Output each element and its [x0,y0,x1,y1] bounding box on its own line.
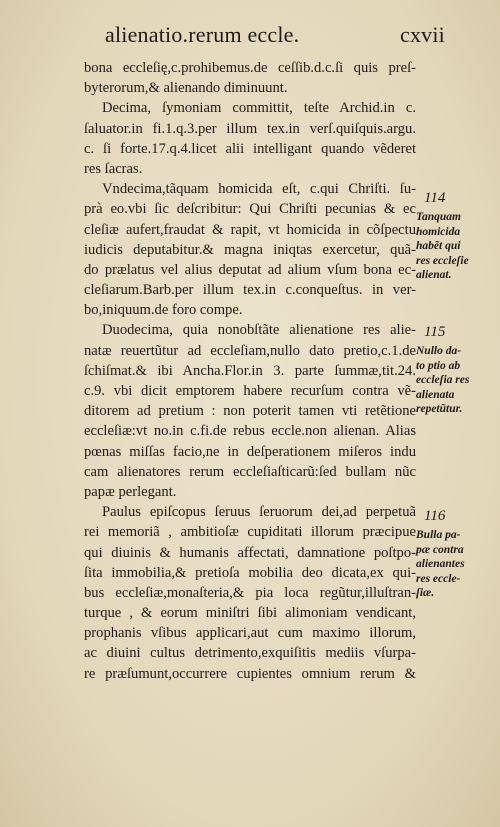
marginal-note-line: res eccle- [416,572,461,585]
text-line: cleſiarum.Barb.per illum tex.in c.conqueſtus. in ver- [84,282,416,299]
marginal-note-line: alienantes [416,558,465,570]
text-line: byterorum,& alienando diminuunt. [84,80,288,97]
text-line: cam alienatores rerum eccleſiaſticarũ:ſed bullam nũc [84,463,416,480]
marginal-note-line: Tanquam [416,211,461,223]
text-line: re præſumunt,occurrere cupientes omnium rerum & [84,665,416,682]
text-line: bona eccleſię,c.prohibemus.de ceſſib.d.c.ſi quis preſ- [84,60,416,76]
text-line: Duodecima, quia nonobſtãte alienatione res alie- [102,322,416,339]
marginal-number: 114 [424,190,446,206]
marginal-number: 115 [424,324,446,340]
marginal-note-line: repetũtur. [416,403,463,415]
marginal-note-line: homicida [416,225,461,238]
text-line: rei memoriã , ambitioſæ cupiditati illorum præcipue [84,524,416,541]
text-line: res ſacras. [84,160,143,177]
marginal-note-line: res eccleſie [416,254,469,267]
text-line: prophanis vſibus applicari,aut cum maximo illorum, [84,625,416,642]
marginal-note [416,528,465,601]
text-block [84,58,416,684]
text-line: ſaluator.in fi.1.q.3.per illum tex.in verſ.quiſquis.argu. [84,120,416,137]
text-line: bo,iniquum.de foro compe. [84,302,243,319]
text-line: ac diuini cultus detrimento,exquiſitis mediis vſurpa- [84,645,416,662]
text-line: ſchiſmat.& ibi Ancha.Flor.in 3. parte ſummæ,tit.24. [84,362,416,379]
text-line: bus eccleſiæ,monaſteria,& pia loca regũtur,illuſtran- [84,584,416,601]
text-line: eccleſiæ:vt no.in c.fi.de rebus eccle.non alienan. Alias [84,423,416,440]
marginal-note-line: Bulla pa- [416,529,461,541]
text-line: c.9. vbi dicit emptorem habere recurſum contra vẽ- [84,383,416,399]
marginal-note-line: ſiæ. [416,587,435,599]
text-line: natæ reuertũtur ad eccleſiam,nullo dato pretio,c.1.de [84,342,416,359]
text-line: cleſiæ aufert,fraudat & rapit, vt homicida in cõſpectu [84,221,416,238]
text-line: ditorem ad pretium : non poterit tamen vti retẽtione [84,403,416,420]
text-line: Decima, ſymoniam committit, teſte Archid.in c. [102,100,416,117]
text-line: prà eo.vbi ſic deſcribitur: Qui Chriſti pecunias & ec [84,201,416,218]
text-line: qui diuinis & humanis affectati, damnatione poſtpo- [84,544,416,561]
text-line: papæ perlegant. [84,483,177,500]
running-title: alienatio.rerum eccle. [105,22,300,47]
text-line: Vndecima,tãquam homicida eſt, c.qui Chriſti. ſu- [102,181,416,198]
text-line: Paulus epiſcopus ſeruus ſeruorum dei,ad perpetuã [102,504,416,521]
marginal-note-line: alienata [416,388,455,401]
marginal-note [416,344,469,417]
text-line: iudicis deputabitur.& magna iniqtas exercetur, quã- [84,241,416,258]
text-line: c. ſi forte.17.q.4.licet alii intelligant quando vẽderet [84,140,416,157]
marginal-number: 116 [424,508,446,524]
marginal-note-line: habẽt qui [416,240,461,252]
marginal-note [416,210,469,283]
marginal-note-line: Nullo da- [416,345,462,357]
marginal-note-line: alienat. [416,269,452,281]
marginal-note-line: pæ contra [416,543,464,556]
marginal-note-line: eccleſia res [416,374,470,386]
page-header [105,22,445,52]
folio-number: cxvii [400,22,445,47]
text-line: do prælatus vel alius deputat ad alium vſum bona ec- [84,261,416,278]
text-line: turque , & eorum miniſtri ſibi alimoniam vendicant, [84,605,416,622]
text-line: ſita immobilia,& pretioſa mobilia deo dicata,ex qui- [84,564,416,581]
marginal-note-line: to ptio ab [416,359,461,372]
text-line: pœnas miſſas facio,ne in deſperationem miſeros indu [84,443,416,460]
